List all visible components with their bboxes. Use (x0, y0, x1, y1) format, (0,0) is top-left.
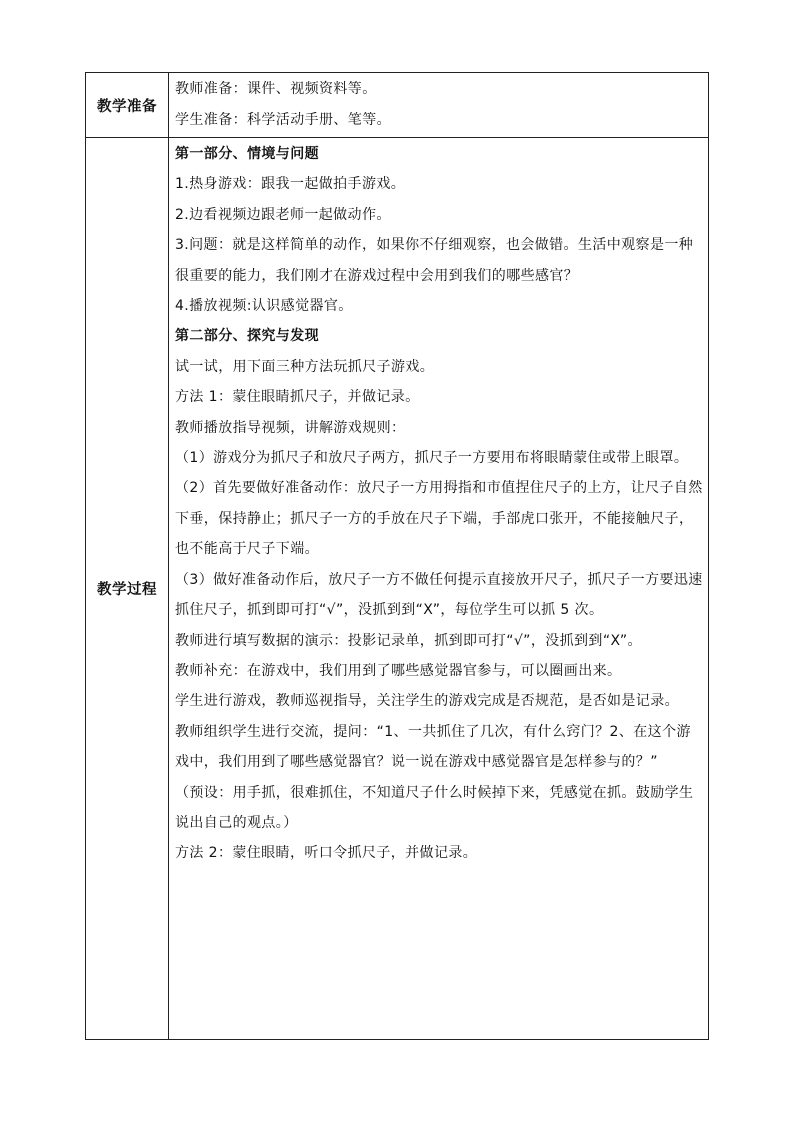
paragraph-teacher-explains: 教师播放指导视频，讲解游戏规则： (175, 419, 406, 436)
paragraph-rule-two: （2）首先要做好准备动作：放尺子一方用拇指和市值捏住尺子的上方，让尺子自然下垂，保持静止；抓尺子一方的手放在尺子下端，手部虎口张开，不能接触尺子，也不能高于尺子下端。 (175, 480, 703, 558)
lesson-plan-table (85, 72, 709, 1040)
paragraph-try-it: 试一试，用下面三种方法玩抓尺子游戏。 (175, 358, 435, 375)
paragraph-warmup-game: 1.热身游戏：跟我一起做拍手游戏。 (175, 176, 406, 193)
teaching-process-label: 教学过程 (86, 138, 169, 1040)
paragraph-method-two: 方法 2：蒙住眼睛，听口令抓尺子，并做记录。 (175, 845, 478, 862)
section-heading-part-one: 第一部分、情境与问题 (175, 146, 319, 162)
paragraph-method-one: 方法 1：蒙住眼睛抓尺子，并做记录。 (175, 389, 420, 406)
paragraph-teacher-supplement: 教师补充：在游戏中，我们用到了哪些感觉器官参与，可以圈画出来。 (175, 662, 622, 679)
paragraph-watch-video: 2.边看视频边跟老师一起做动作。 (175, 206, 391, 223)
student-preparation-line: 学生准备：科学活动手册、笔等。 (175, 112, 391, 128)
teaching-process-content (169, 138, 709, 1040)
paragraph-rule-one: （1）游戏分为抓尺子和放尺子两方，抓尺子一方要用布将眼睛蒙住或带上眼罩。 (175, 450, 689, 467)
paragraph-students-play: 学生进行游戏，教师巡视指导，关注学生的游戏完成是否规范，是否如是记录。 (175, 693, 679, 710)
teacher-preparation-line: 教师准备：课件、视频资料等。 (175, 81, 377, 97)
teaching-preparation-row (86, 73, 709, 138)
teaching-preparation-content (169, 73, 709, 138)
teaching-preparation-label: 教学准备 (86, 73, 169, 138)
paragraph-discussion: 教师组织学生进行交流，提问：“1、一共抓住了几次，有什么窍门？2、在这个游戏中，我们用到了哪些感觉器官？说一说在游戏中感觉器官是怎样参与的？” (175, 723, 691, 771)
paragraph-question: 3.问题：就是这样简单的动作，如果你不仔细观察，也会做错。生活中观察是一种很重要的能力，我们刚才在游戏过程中会用到我们的哪些感官？ (175, 237, 694, 284)
section-heading-part-two: 第二部分、探究与发现 (175, 328, 319, 345)
paragraph-data-demo: 教师进行填写数据的演示：投影记录单，抓到即可打“√”，没抓到到“X”。 (175, 632, 642, 649)
paragraph-play-video: 4.播放视频:认识感觉器官。 (175, 298, 353, 315)
paragraph-rule-three: （3）做好准备动作后，放尺子一方不做任何提示直接放开尺子，抓尺子一方要迅速抓住尺子，抓到即可打“√”，没抓到到“X”，每位学生可以抓 5 次。 (175, 571, 703, 619)
teaching-process-row (86, 138, 709, 1040)
paragraph-expected-answer: （预设：用手抓，很难抓住，不知道尺子什么时候掉下来，凭感觉在抓。鼓励学生说出自己的观点。） (175, 784, 694, 831)
